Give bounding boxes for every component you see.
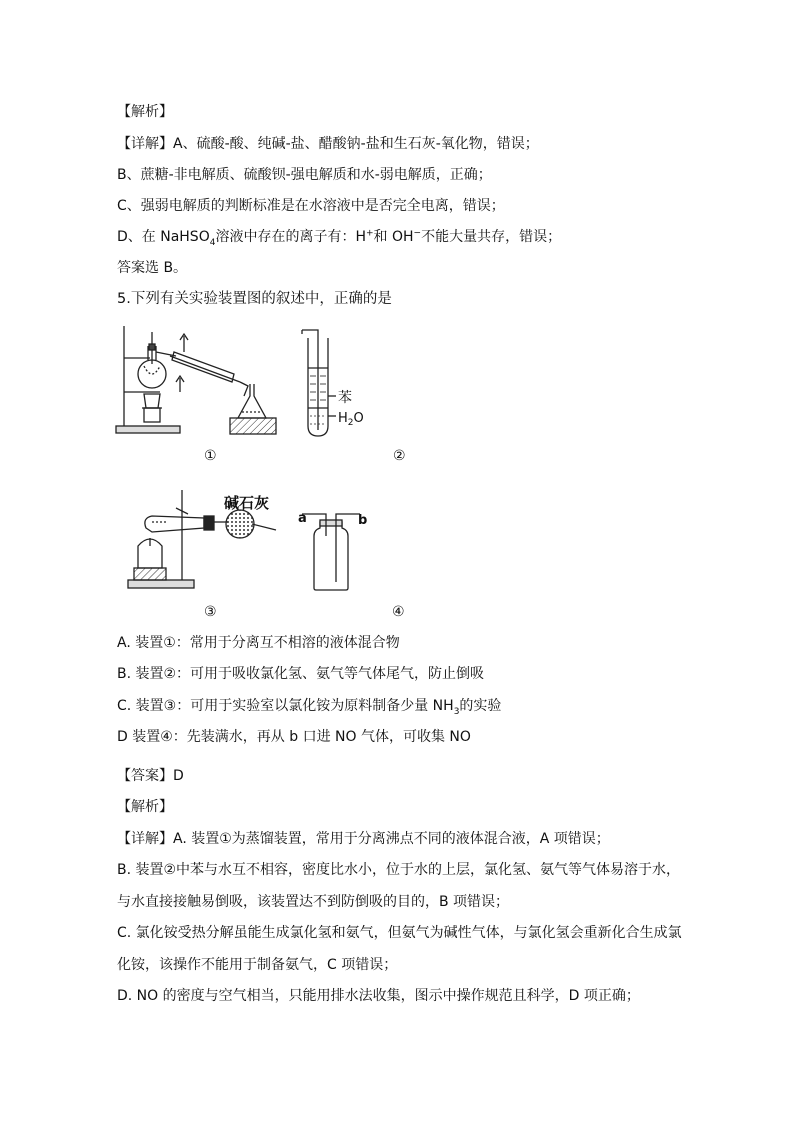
figure-2-caption: ②: [393, 448, 406, 464]
line-d-sub: 4: [209, 237, 216, 248]
analysis-line-3: C、强弱电解质的判断标准是在水溶液中是否完全电离，错误；: [117, 198, 505, 214]
option-a: A. 装置①：常用于分离互不相溶的液体混合物: [117, 635, 400, 651]
option-c-post: 的实验: [459, 698, 502, 714]
analysis-heading: 【解析】: [117, 104, 173, 120]
figure-1-caption: ①: [204, 448, 217, 464]
figure-3-heating-apparatus: [126, 488, 296, 592]
fig2-label-water: $H_2O$: [338, 411, 364, 428]
explanation-line-4: C. 氯化铵受热分解虽能生成氯化氢和氨气，但氨气为碱性气体，与氯化氢会重新化合生成氯: [117, 925, 682, 941]
option-c: [117, 696, 501, 716]
line-d-mid2: 和 OH: [373, 229, 414, 245]
figure-3-caption: ③: [204, 604, 217, 620]
line-d-sup2: −: [413, 228, 422, 239]
explanation-line-2: B. 装置②中苯与水互不相容，密度比水小，位于水的上层，氯化氢、氨气等气体易溶于水，: [117, 862, 681, 878]
fig3-label-soda-lime: 碱石灰: [224, 494, 270, 512]
explanation-heading: 【解析】: [117, 799, 173, 815]
answer-label: 【答案】D: [117, 768, 184, 784]
figure-4-gas-bottle: [298, 502, 378, 594]
answer-select-line: 答案选 B。: [117, 260, 188, 276]
figure-4-caption: ④: [392, 604, 405, 620]
analysis-line-4: [117, 227, 561, 247]
explanation-line-5: 化铵，该操作不能用于制备氨气，C 项错误；: [117, 957, 398, 973]
option-c-sub: 3: [453, 706, 460, 717]
question-stem: 5.下列有关实验装置图的叙述中，正确的是: [117, 291, 392, 307]
analysis-line-2: B、蔗糖-非电解质、硫酸钡-强电解质和水-弱电解质，正确；: [117, 167, 492, 183]
figure-2-absorption-tube: [300, 326, 380, 438]
line-d-sup1: +: [365, 228, 374, 239]
line-d-mid1: 溶液中存在的离子有：H: [215, 229, 366, 245]
fig4-label-a: a: [298, 511, 307, 526]
fig2-label-benzene: 苯: [338, 390, 352, 406]
fig4-label-b: b: [358, 513, 368, 528]
line-d-pre: D、在 NaHSO: [117, 229, 210, 245]
explanation-line-1: 【详解】A. 装置①为蒸馏装置，常用于分离沸点不同的液体混合液，A 项错误；: [117, 831, 610, 847]
analysis-line-1: 【详解】A、硫酸-酸、纯碱-盐、醋酸钠-盐和生石灰-氧化物，错误；: [117, 136, 539, 152]
explanation-line-6: D. NO 的密度与空气相当，只能用排水法收集，图示中操作规范且科学，D 项正确；: [117, 988, 640, 1004]
line-d-post: 不能大量共存，错误；: [421, 229, 562, 245]
figure-1-distillation: [114, 322, 294, 440]
explanation-line-3: 与水直接接触易倒吸，该装置达不到防倒吸的目的，B 项错误；: [117, 894, 510, 910]
option-d: D 装置④：先装满水，再从 b 口进 NO 气体，可收集 NO: [117, 729, 471, 745]
option-b: B. 装置②：可用于吸收氯化氢、氨气等气体尾气，防止倒吸: [117, 666, 485, 682]
option-c-pre: C. 装置③：可用于实验室以氯化铵为原料制备少量 NH: [117, 698, 454, 714]
